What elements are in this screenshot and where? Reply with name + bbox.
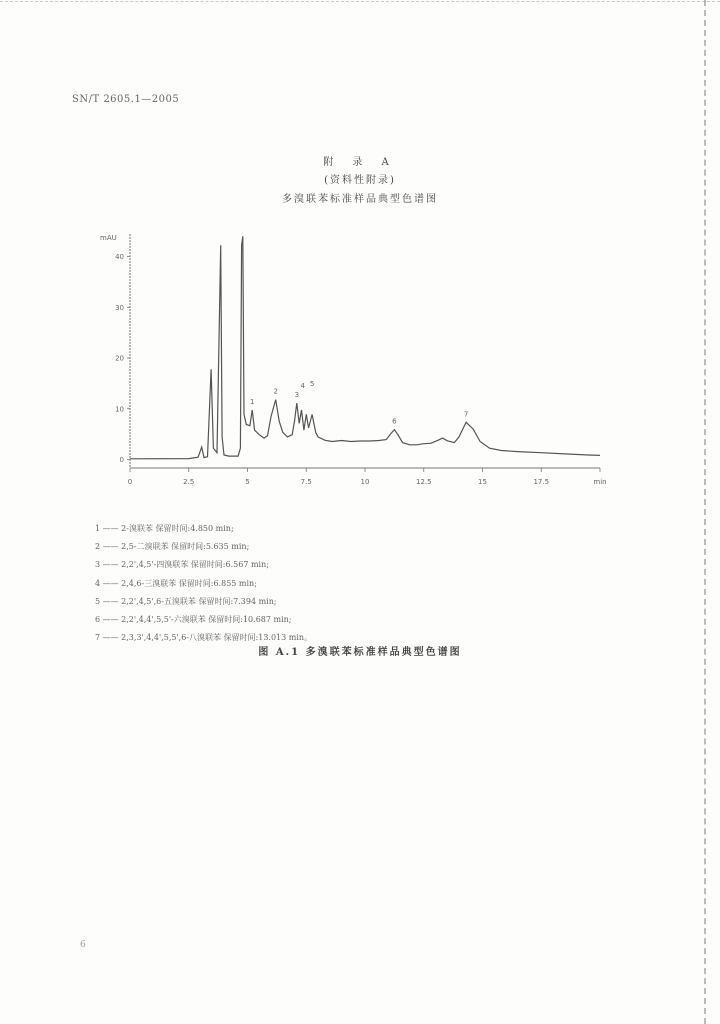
- peak-label: 7: [463, 410, 469, 419]
- peak-label: 4: [300, 382, 305, 391]
- peak-labels: [250, 380, 468, 426]
- peak-label: 5: [309, 379, 315, 388]
- figure-caption: 图 A.1 多溴联苯标准样品典型色谱图: [258, 647, 462, 658]
- legend-item: 1 —— 2-溴联苯 保留时间:4.850 min;: [95, 524, 234, 533]
- scan-edge-top: [0, 1, 720, 3]
- legend-item: 5 —— 2,2',4,5',6-五溴联苯 保留时间:7.394 min;: [95, 596, 277, 606]
- x-tick-label: 0: [127, 478, 133, 486]
- legend-item: 4 —— 2,4,6-三溴联苯 保留时间:6.855 min;: [95, 578, 257, 588]
- y-tick-label: 0: [119, 455, 124, 464]
- peak-label: 2: [273, 387, 278, 396]
- chart-axes: [130, 234, 600, 468]
- x-tick-label: min: [593, 478, 607, 486]
- chromatogram-chart: [90, 226, 620, 496]
- appendix-title: 附 录 A: [323, 157, 397, 168]
- legend-item: 6 —— 2,2',4,4',5,5'-六溴联苯 保留时间:10.687 min;: [95, 615, 292, 625]
- x-tick-label: 10: [360, 478, 370, 486]
- y-tick-label: 10: [115, 405, 124, 414]
- x-tick-label: 5: [245, 478, 250, 486]
- y-axis-label: mAU: [100, 234, 117, 242]
- y-tick-label: 30: [115, 303, 124, 312]
- peak-label: 1: [249, 397, 255, 406]
- page-number: 6: [80, 940, 86, 950]
- legend-item: 7 —— 2,3,3',4,4',5,5',6-八溴联苯 保留时间:13.013 min。: [95, 633, 313, 643]
- appendix-note: (资料性附录): [324, 175, 396, 186]
- y-tick-label: 40: [115, 253, 124, 262]
- x-tick-label: 12.5: [415, 478, 432, 486]
- x-tick-label: 7.5: [300, 478, 312, 486]
- standard-code: SN/T 2605.1—2005: [72, 94, 180, 105]
- peak-label: 6: [392, 417, 397, 426]
- legend-list: [95, 520, 312, 647]
- chart-ticks: [115, 253, 607, 486]
- y-tick-label: 20: [115, 354, 124, 363]
- x-tick-label: 15: [478, 478, 487, 486]
- peak-label: 3: [294, 391, 300, 400]
- legend-item: 2 —— 2,5-二溴联苯 保留时间:5.635 min;: [95, 542, 250, 552]
- appendix-subtitle: 多溴联苯标准样品典型色谱图: [282, 194, 438, 205]
- chromatogram-trace: [130, 236, 600, 458]
- legend-item: 3 —— 2,2',4,5'-四溴联苯 保留时间:6.567 min;: [95, 560, 269, 570]
- x-tick-label: 2.5: [183, 478, 195, 486]
- x-tick-label: 17.5: [533, 478, 550, 486]
